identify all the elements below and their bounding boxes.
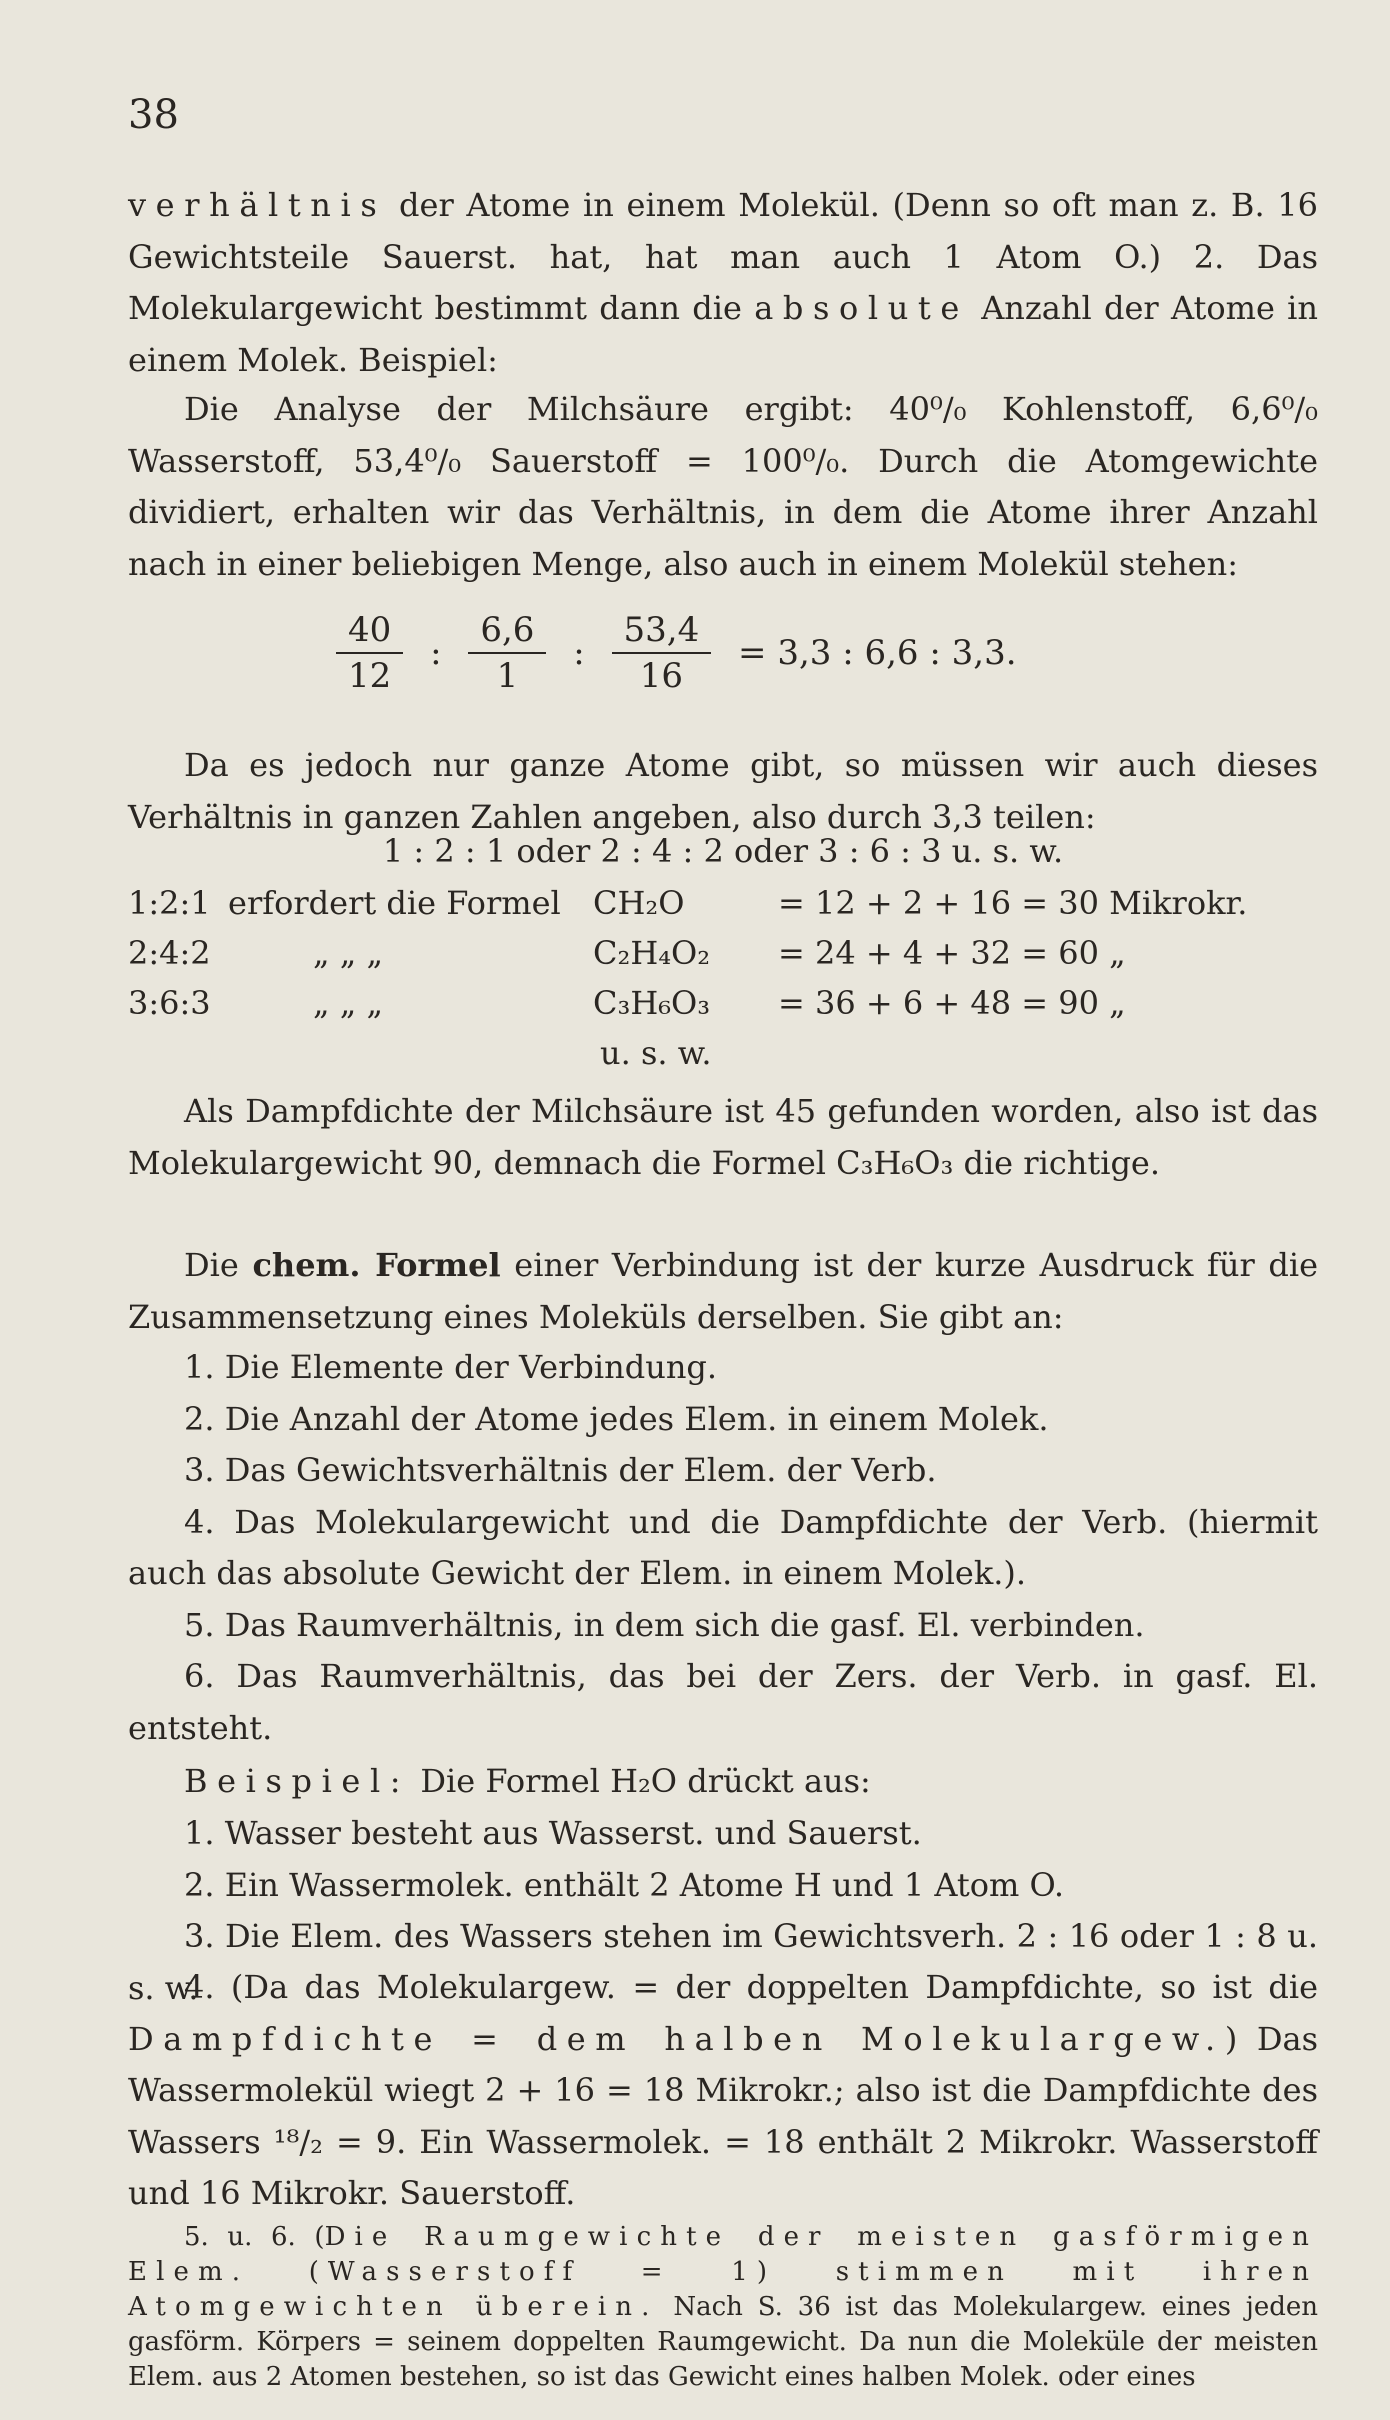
paragraph-text: ) Das Wassermolekül wiegt 2 + 16 = 18 Mikrokr.; also ist die Dampfdichte des Wassers ¹⁸/₂ = 9. Ein Wassermolek. = 18 enthält 2 Mikrokr. Wasserstoff und 16 Mikrokr. Sauerstoff. [128, 2019, 1318, 2212]
formula-meaning-list [128, 1342, 1318, 1754]
paragraph-lactic-acid-analysis [128, 384, 1318, 590]
formula-calc: = 36 + 6 + 48 = 90 „ [778, 984, 1126, 1022]
spaced-word-beispiel: Beispiel: [184, 1762, 411, 1800]
numerator: 6,6 [468, 610, 546, 654]
ratio: 1:2:1 [128, 884, 211, 922]
paragraph-text: Die Analyse der Milchsäure ergibt: 40⁰/₀ Kohlenstoff, 6,6⁰/₀ Wasserstoff, 53,4⁰/₀ Sauerstoff = 100⁰/₀. Durch die Atomgewichte dividiert, erhalten wir das Verhältnis, in dem die Atome ihrer Anzahl nach in einer beliebigen Menge, also auch in einem Molekül stehen: [128, 390, 1318, 583]
formula-label: „ „ „ [313, 934, 384, 972]
numerator: 53,4 [612, 610, 712, 654]
formula: C₃H₆O₃ [593, 984, 711, 1022]
colon: : [430, 633, 442, 673]
fraction-hydrogen [468, 610, 546, 696]
paragraph-text: Anzahl der Atome in einem Molek. Beispiel: [128, 289, 1319, 379]
denominator: 12 [348, 656, 392, 696]
list-item: 4. Das Molekulargewicht und die Dampfdichte der Verb. (hiermit auch das absolute Gewicht der Elem. in einem Molek.). [128, 1502, 1318, 1592]
denominator: 1 [496, 656, 519, 696]
example-intro [128, 1756, 1318, 1808]
formula-calc: = 24 + 4 + 32 = 60 „ [778, 934, 1126, 972]
formula: C₂H₄O₂ [593, 934, 711, 972]
list-item: 3. Die Elem. des Wassers stehen im Gewichtsverh. 2 : 16 oder 1 : 8 u. s. w. [128, 1917, 1318, 2007]
fraction-result: = 3,3 : 6,6 : 3,3. [738, 633, 1017, 673]
paragraph-chemical-formula [128, 1240, 1318, 1343]
spaced-word-absolute: absolute [754, 289, 969, 327]
paragraph-text: Die Formel H₂O drückt aus: [410, 1762, 871, 1800]
etc-line: u. s. w. [600, 1034, 712, 1072]
denominator: 16 [639, 656, 684, 696]
ratio: 2:4:2 [128, 934, 211, 972]
page-number: 38 [128, 92, 179, 138]
paragraph-text: einer Verbindung ist der kurze Ausdruck für die Zusammensetzung eines Moleküls derselben. Sie gibt an: [128, 1246, 1319, 1336]
footnote-spaced-text: Die Raumgewichte der meisten gasförmigen Elem. (Wasserstoff = 1) stimmen mit ihren Atomgewichten überein. [128, 2222, 1318, 2322]
formula-label: „ „ „ [313, 984, 384, 1022]
formula-label: erfordert die Formel [228, 884, 561, 922]
footnote-label: 5. u. 6. ( [184, 2222, 325, 2252]
list-item: 1. Die Elemente der Verbindung. [184, 1348, 718, 1386]
paragraph-vapor-density [128, 1086, 1318, 1189]
formula-calc: = 12 + 2 + 16 = 30 Mikrokr. [778, 884, 1248, 922]
formula: CH₂O [593, 884, 685, 922]
paragraph-text: Als Dampfdichte der Milchsäure ist 45 gefunden worden, also ist das Molekulargewicht 90, demnach die Formel C₃H₆O₃ die richtige. [128, 1092, 1318, 1182]
list-item: 2. Ein Wassermolek. enthält 2 Atome H und 1 Atom O. [184, 1865, 1065, 1904]
paragraph-atom-ratio [128, 180, 1318, 386]
paragraph-text: Die [184, 1246, 253, 1284]
paragraph-text: 4. (Da das Molekulargew. = der doppelten Dampfdichte, so ist die [184, 1968, 1318, 2006]
paragraph-text: der Atome in einem Molekül. (Denn so oft man z. B. 16 Gewichtsteile Sauerst. hat, hat man auch 1 Atom O.) 2. Das Molekulargewicht bestimmt dann die [128, 186, 1318, 327]
water-item-4 [128, 1962, 1318, 2220]
list-item: 5. Das Raumverhältnis, in dem sich die gasf. El. verbinden. [184, 1605, 1145, 1644]
list-item: 2. Die Anzahl der Atome jedes Elem. in einem Molek. [184, 1399, 1049, 1438]
paragraph-whole-numbers [128, 740, 1318, 843]
list-item: 1. Wasser besteht aus Wasserst. und Sauerst. [184, 1814, 922, 1852]
ratio-alternatives: 1 : 2 : 1 oder 2 : 4 : 2 oder 3 : 6 : 3 u. s. w. [382, 832, 1064, 870]
colon: : [573, 633, 585, 673]
fraction-carbon [336, 610, 403, 696]
fraction-oxygen [612, 610, 712, 696]
footnote-text: Nach S. 36 ist das Molekulargew. eines jeden gasförm. Körpers = seinem doppelten Raumgewicht. Da nun die Moleküle der meisten Elem. aus 2 Atomen bestehen, so ist das Gewicht eines halben Molek. oder eines [128, 2292, 1318, 2392]
spaced-word-verhaeltnis: verhältnis [128, 186, 387, 224]
formula-row-2 [128, 934, 1318, 984]
fraction-equation [330, 610, 1027, 696]
spaced-phrase-dampfdichte: Dampfdichte = dem halben Molekulargew. [128, 2019, 1225, 2058]
list-item: 3. Das Gewichtsverhältnis der Elem. der Verb. [184, 1451, 937, 1489]
numerator: 40 [336, 610, 403, 654]
ratio: 3:6:3 [128, 984, 211, 1022]
list-item: 6. Das Raumverhältnis, das bei der Zers. der Verb. in gasf. El. entsteht. [128, 1657, 1318, 1747]
formula-row-1 [128, 884, 1318, 934]
bold-term-chem-formel: chem. Formel [252, 1246, 501, 1284]
formula-row-3 [128, 984, 1318, 1034]
footnote [128, 2220, 1318, 2395]
paragraph-text: Da es jedoch nur ganze Atome gibt, so müssen wir auch dieses Verhältnis in ganzen Zahlen angeben, also durch 3,3 teilen: [128, 746, 1318, 836]
